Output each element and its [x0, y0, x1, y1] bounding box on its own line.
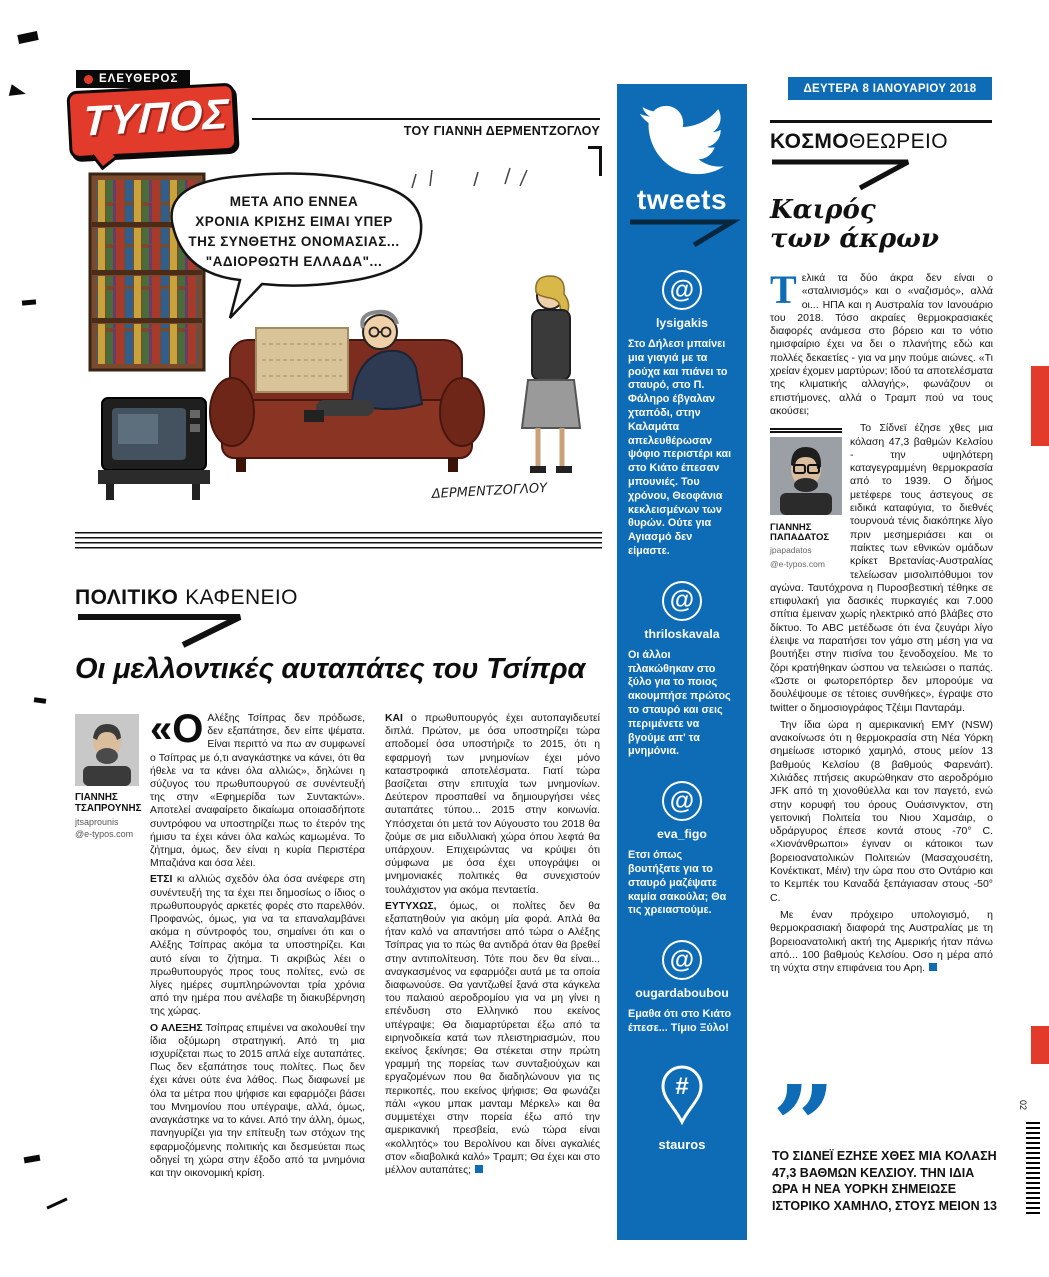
tweet-text: Στο Δήλεσι μπαίνει μια γιαγιά με τα ρούχα και πιάνει το σταυρό, στο Π. Φάληρο έβγαλαν χταπόδι, στην Καλαμάτα απελευθέρωσαν ψόφιο περιστέρι και στο Κιάτο έπεσαν μπουνιές. Του χρόνου, Θεοφάνια κεκλεισμένων των θυρών. Ούτε για Αγιασμό δεν είμαστε. — [628, 338, 732, 557]
article-column-1 — [150, 707, 366, 1183]
bubble-line: ΤΗΣ ΣΥΝΘΕΤΗΣ ΟΝΟΜΑΣΙΑΣ... — [188, 234, 400, 249]
column-headline: Καιρός των άκρων — [770, 195, 939, 255]
author-photo — [770, 437, 842, 515]
paragraph: Την ίδια ώρα η αμερικανική ΕΜΥ (NSW) ανακοίνωσε ότι η θερμοκρασία στη Νέα Υόρκη σημείωσε ιστορικό χαμηλό, στους μείον 13 βαθμούς Κελσίου (8 βαθμούς Φαρενάιτ). Χιλιάδες πτήσεις ακυρώθηκαν στο αεροδρόμιο JFK από τη χιονοθύελλα και τον παγετό, ενώ στην κορυφή του όρους Ουάσινγκτον, στη γειτονική Πολιτεία του Νιου Χαμσάιρ, ο υδράργυρος έπεσε κοντά στους -70° C. «Χιονάνθρωποι» έγιναν οι κάτοικοι των βορειοανατολικών Πολιτειών (Μασαχουσέτη, Κονέκτικατ, Μέιν) την ώρα που στο Οντάριο και το Κεμπέκ του Καναδά ξεπάγιασαν στους -50° C. — [770, 718, 993, 904]
tweets-swoosh — [628, 218, 740, 248]
article-column-2 — [385, 712, 600, 1180]
tweet-text: Οι άλλοι πλακώθηκαν στο ξύλο για το ποιος ακουμπήσε πρώτος το σταυρό και σεις περιμένετε να βγούμε απ' τα μνημόνια. — [628, 648, 731, 758]
kicker-swoosh — [75, 612, 250, 650]
location-pin-icon — [655, 1062, 709, 1128]
author-email: @e-typos.com — [75, 829, 134, 840]
section-kicker-kosmotheoreio — [770, 130, 948, 154]
barcode — [1026, 1122, 1040, 1214]
tweet-item — [628, 270, 736, 559]
author-card — [75, 714, 142, 840]
tweet-handle: thriloskavala — [644, 626, 720, 641]
right-article-rest — [770, 422, 993, 975]
paragraph — [770, 267, 994, 418]
television — [98, 398, 210, 500]
blanket — [256, 328, 348, 392]
tweet-item — [628, 781, 736, 918]
tweet-handle: lysigakis — [656, 316, 708, 330]
article-headline: Οι μελλοντικές αυταπάτες του Τσίπρα — [75, 653, 586, 685]
paragraph: Με έναν πρόχειρο υπολογισμό, η θερμοκρασιακή διαφορά της Αυστραλίας με τη βορειοανατολική ακτή της Αμερικής ήταν πάνω από... 100 βαθμούς Κελσίου. Οσο η μέρα από τη νύχτα στην επιφάνεια του Αρη. — [770, 908, 993, 975]
bubble-line: ΧΡΟΝΙΑ ΚΡΙΣΗΣ ΕΙΜΑΙ ΥΠΕΡ — [195, 214, 393, 229]
cartoon-signature: ΔΕΡΜΕΝΤΖΟΓΛΟΥ — [431, 480, 548, 502]
registration-mark — [9, 84, 27, 100]
kicker-light: ΘΕΩΡΕΙΟ — [848, 130, 948, 153]
logo-bubble — [66, 82, 237, 159]
author-name: ΓΙΑΝΝΗΣ ΤΣΑΠΡΟΥΝΗΣ — [75, 792, 142, 815]
at-icon: @ — [662, 940, 702, 980]
hashtag-label: stauros — [658, 1136, 706, 1152]
pen-strokes — [412, 168, 527, 188]
tweet-item — [628, 940, 736, 1036]
tweets-title: tweets — [636, 184, 728, 215]
at-icon: @ — [662, 270, 702, 310]
standing-woman — [522, 276, 580, 473]
kicker-bold: ΠΟΛΙΤΙΚΟ — [75, 586, 179, 609]
pull-quote-text: ΤΟ ΣΙΔΝΕΪ ΕΖΗΣΕ ΧΘΕΣ ΜΙΑ ΚΟΛΑΣΗ 47,3 ΒΑΘΜΩΝ ΚΕΛΣΙΟΥ. ΤΗΝ ΙΔΙΑ ΩΡΑ Η ΝΕΑ ΥΟΡΚΗ ΣΗΜΕΙΩΣΕ ΙΣΤΟΡΙΚΟ ΧΑΜΗΛΟ, ΣΤΟΥΣ ΜΕΙΟΝ 13 — [772, 1149, 997, 1213]
paragraph: ΕΤΣΙ κι αλλιώς σχεδόν όλα όσα ανέφερε στη συνέντευξή της τα έχει πει δημοσίως ο ίδιος ο πρωθυπουργός αρκετές φορές στο παρελθόν. Προφανώς, όμως, για να τα επαναλαμβάνει ακόμα η σύντροφός του, σημαίνει ότι και ο Αλέξης Τσίπρας ακόμα τα υποστηρίζει. Και αυτό είναι το ζήτημα. Τι ακριβώς λέει ο πρωθυπουργός προς τους πολίτες, ενώ σε λίγες ημέρες συμπληρώνονται τρία χρόνια από την ημέρα που ανέλαβε τη διακυβέρνηση της χώρας. — [150, 874, 365, 1018]
rule — [252, 118, 600, 120]
author-card — [770, 428, 842, 571]
registration-mark — [17, 31, 38, 44]
pull-quote — [772, 1082, 998, 1214]
tweet-handle: ougardaboubou — [635, 986, 729, 1001]
section-separator — [75, 532, 602, 549]
twitter-bird-icon — [633, 98, 731, 182]
bubble-line: "ΑΔΙΟΡΘΩΤΗ ΕΛΛΑΔΑ"... — [205, 254, 383, 269]
rule — [770, 120, 992, 123]
tweet-handle: eva_figo — [657, 827, 707, 842]
cartoonist-credit: ΤΟΥ ΓΙΑΝΝΗ ΔΕΡΜΕΝΤΖΟΓΛΟΥ — [403, 124, 600, 138]
newspaper-logo — [68, 70, 246, 155]
author-handle: jtsaprounis — [75, 816, 119, 827]
tweet-item — [628, 581, 736, 759]
kicker-light: ΚΑΦΕΝΕΙΟ — [185, 586, 298, 609]
tweets-sidebar — [617, 84, 747, 1240]
registration-mark — [22, 299, 36, 305]
right-article-body — [770, 267, 994, 979]
tweet-text: Εμαθα ότι στο Κιάτο έπεσε... Τίμιο Ξύλο! — [628, 1008, 732, 1034]
registration-mark — [34, 697, 47, 704]
kicker-swoosh — [770, 158, 920, 192]
logo-top-text: ΕΛΕΥΘΕΡΟΣ — [99, 73, 179, 85]
paragraph: Το Σίδνεϊ έζησε χθες μια κόλαση 47,3 βαθμών Κελσίου - την υψηλότερη καταγεγραμμένη θερμοκρασία από το 1939. Ο δήμος μετέφερε τους άστεγους σε ειδικά καταφύγια, το διεθνές τουρνουά τένις διακόπηκε λίγο πριν μεσημεριάσει και οι παίκτες των εθνικών ομάδων κρίκετ Βρετανίας-Αυστραλίας τελείωσαν μισολιπόθυμοι τον αγώνα. Ταυτόχρονα η Πυροσβεστική τέθηκε σε επιφυλακή για δασικές πυρκαγιές και 7.000 σπίτια έμειναν χωρίς ηλεκτρικό από βλάβες στο δίκτυο. Το ABC μετέδωσε ότι ένα ζευγάρι λίγο έλειψε να παρατήσει τον γάμο στη μέση για να βουτήξει στην πισίνα του ξενοδοχείου. Με το ζόρι κρατήθηκαν ώσπου να τελειώσει ο παπάς. «Ώστε οι φωτορεπόρτερ δεν μπορούμε να δουλέψουμε σε τέτοιες συνθήκες», έγραψε στο twitter ο δημοσιογράφος Τζέιμι Πανταράμ. — [770, 422, 993, 714]
bullet-icon — [84, 75, 93, 84]
author-photo — [75, 714, 139, 786]
hashtag-pin — [655, 1062, 709, 1152]
drop-cap: «Ο — [150, 707, 204, 751]
edge-tab — [1031, 1026, 1049, 1064]
paragraph — [150, 707, 365, 870]
paragraph: ΕΥΤΥΧΩΣ, όμως, οι πολίτες δεν θα εξαπατηθούν για ακόμη μία φορά. Απλά θα ήταν καλό να απαντήσει από τώρα ο Αλέξης Τσίπρας για το πώς θα αντιδρά όταν θα βρεθεί στην αντιπολίτευση. Τότε που δεν θα είναι... αναγκασμένος να εφαρμόζει αυτά με τα οποία διαφωνούσε. Θα γαντζωθεί ξανά στα κάγκελα του παλαιού αεροδρομίου για να μη γίνει η επένδυση στο Ελληνικό που εκείνος υπέγραψε; Θα διαμαρτύρεται έξω από τα ειρηνοδικεία κατά των πλειστηριασμών, που εκείνος ξεκίνησε; Θα στέκεται στην πρώτη γραμμή της πορείας των συνταξιούχων και εργαζομένων που θα διαδηλώνουν για τις περικοπές, που εκείνος ψήφισε; Θα φωνάζει πάλι «γκου μπακ μανταμ Μέρκελ» και θα συμμετέχει στην πορεία έξω από την αμερικανική πρεσβεία, ενώ τώρα είναι «κολλητός» του Βερολίνου και δίνει αγκαλιές στον «διαβολικά καλό» Τραμπ; Θα έχει και στο μέλλον αυταπάτες; — [385, 900, 601, 1176]
paragraph: Ο ΑΛΕΞΗΣ Τσίπρας επιμένει να ακολουθεί την ίδια οξύμωρη στρατηγική. Από τη μια ισχυρίζεται πως το 2015 απλά είχε αυταπάτες. Πως δεν εξαπάτησε τους πολίτες. Πως δεν έχει κάνει ούτε ένα λάθος. Πως διαφωνεί με όλα τα μέτρα που ψήφισε και εφαρμόζει βάσει του Μνημονίου που υπέγραψε, αλλά, όμως, αναγκάστηκε να το κάνει. Από την άλλη, όμως, πανηγυρίζει για την επίτευξη των στόχων της εφαρμοζόμενης πολιτικής και δεσμεύεται πως οδηγεί τη χώρα στην έξοδο από τα μνημόνια και την οικονομική κρίση. — [150, 1022, 366, 1179]
edge-tab — [1031, 366, 1049, 446]
paragraph-text: ελικά τα δύο άκρα δεν είναι ο «σταλινισμός» και ο «ναζισμός», αλλά οι... ΗΠΑ και η Αυστραλία τον Ιανουάριο του 2018. Τόσο ακραίες θερμοκρασιακές διαφορές ανάμεσα στο βόρειο και το νότιο ημισφαίριο έχει να δει ο πλανήτης εδώ και πολλές δεκαετίες - για να μην πούμε αιώνες. «Τι χρείαν έχομεν μαρτύρων; Ιδού τα αποτελέσματα της κλιματικής αλλαγής», φωνάζουν οι επιστήμονες, αλλά ο Τραμπ πού να τους ακούσει; — [770, 272, 994, 417]
cartoon-drawing — [80, 160, 595, 526]
author-name: ΓΙΑΝΝΗΣ ΠΑΠΑΔΑΤΟΣ — [770, 521, 830, 544]
at-icon: @ — [662, 781, 702, 821]
quote-icon — [772, 1082, 998, 1144]
drop-cap: Τ — [770, 267, 797, 312]
bubble-line: ΜΕΤΑ ΑΠΟ ΕΝΝΕΑ — [229, 194, 359, 209]
tweet-text: Ετσι όπως βουτήξατε για το σταυρό μαζέψατε καμία σακούλα; Θα τις χρειαστούμε. — [628, 849, 727, 917]
kicker-bold: ΚΟΣΜΟ — [770, 130, 849, 153]
page-number: 02 — [1018, 1099, 1029, 1111]
speech-bubble — [172, 174, 422, 318]
hash-icon: # — [675, 1072, 689, 1100]
section-kicker-politiko-kafeneio — [75, 586, 298, 610]
paragraph: ΚΑΙ ο πρωθυπουργός έχει αυτοπαγιδευτεί διπλά. Πρώτον, με όσα υποστηρίζει τώρα αποδομεί όσα υποστήριζε το 2015, ότι η εφαρμογή των μνημονίων έχει μόνο καταστροφικά αποτελέσματα. Γιατί τώρα βασίζεται στην επιτυχία των μνημονίων. Δεύτερον προσπαθεί να δημιουργήσει νέες αυταπάτες τύπου... 2015 στην κοινωνία. Υπόσχεται ότι μετά τον Αύγουστο του 2018 θα ζούμε σε μια ειδυλλιακή χώρα όπου λεφτά θα υπάρχουν. Επιχειρώντας να κρύψει ότι σύμφωνα με όσα έχει υπογράψει οι μνημονιακές πολιτικές θα συνεχιστούν τουλάχιστον για ακόμα πενταετία. — [385, 713, 600, 896]
registration-mark — [24, 1155, 41, 1164]
at-icon: @ — [662, 581, 702, 621]
author-email: @e-typos.com — [770, 558, 825, 569]
editorial-cartoon — [80, 160, 595, 526]
rule — [770, 428, 842, 433]
author-handle: jpapadatos — [770, 545, 812, 556]
paragraph-text: Αλέξης Τσίπρας δεν πρόδωσε, δεν εξαπάτησε, δεν είπε ψέματα. Είναι περιττό να πω αν συμφωνεί ο Τσίπρας με ό,τι αναγκάστηκε να κάνει, ότι θα ήθελε να τα κάνει όλα αλλιώς», δηλώνει η σύζυγος του πρωθυπουργού σε συνέντευξή της στην «Εφημερίδα των Συντακτών». Αποτελεί αναφαίρετο δικαίωμα οποιασδήποτε συντρόφου να υποστηρίζει πως το έτερόν της ήμισυ τα έχει κάνει όλα καλώς καμωμένα. Το ζήτημα, όμως, δεν είναι η κυρία Περιστέρα Μπαζιάνα και όσα λέει. — [150, 713, 365, 870]
pen-mark — [46, 1197, 67, 1209]
date-bar: ΔΕΥΤΕΡΑ 8 ΙΑΝΟΥΑΡΙΟΥ 2018 — [788, 77, 992, 100]
logo-title: ΤΥΠΟΣ — [81, 89, 231, 145]
